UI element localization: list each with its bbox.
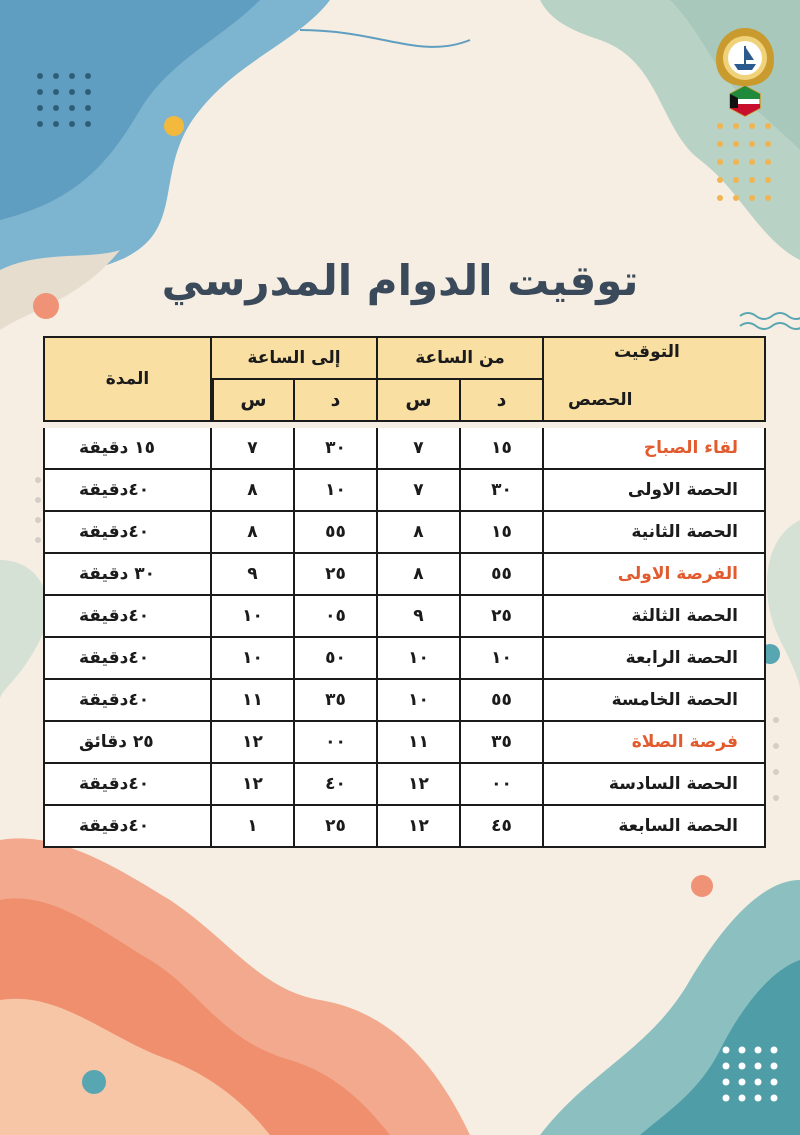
to-minute-cell: ٣٥ (295, 680, 378, 722)
from-minute-cell: ٢٥ (461, 596, 544, 638)
to-hour-cell: ١٢ (212, 764, 295, 806)
from-minute-cell: ٥٥ (461, 680, 544, 722)
from-time-header: من الساعة (378, 336, 544, 380)
from-hour-cell: ٨ (378, 512, 461, 554)
period-cell: فرصة الصلاة (544, 722, 766, 764)
corner-header-timing: التوقيت (614, 342, 680, 362)
from-minute-header: د (461, 380, 544, 422)
duration-cell: ١٥ دقيقة (43, 428, 212, 470)
to-hour-cell: ١٠ (212, 638, 295, 680)
period-cell: الفرصة الاولى (544, 554, 766, 596)
from-hour-cell: ١١ (378, 722, 461, 764)
period-cell: الحصة الثالثة (544, 596, 766, 638)
duration-cell: ٤٠دقيقة (43, 512, 212, 554)
from-minute-cell: ١٥ (461, 428, 544, 470)
to-hour-cell: ٨ (212, 512, 295, 554)
to-time-header: إلى الساعة (212, 336, 378, 380)
period-cell: لقاء الصباح (544, 428, 766, 470)
to-minute-cell: ٠٠ (295, 722, 378, 764)
to-minute-header: د (295, 380, 378, 422)
to-hour-cell: ٧ (212, 428, 295, 470)
duration-cell: ٣٠ دقيقة (43, 554, 212, 596)
period-cell: الحصة الثانية (544, 512, 766, 554)
to-hour-cell: ٨ (212, 470, 295, 512)
to-minute-cell: ٤٠ (295, 764, 378, 806)
from-minute-cell: ٤٥ (461, 806, 544, 848)
to-hour-cell: ١ (212, 806, 295, 848)
period-cell: الحصة السابعة (544, 806, 766, 848)
table-row (43, 596, 766, 638)
duration-cell: ٤٠دقيقة (43, 680, 212, 722)
from-hour-cell: ١٠ (378, 680, 461, 722)
table-row (43, 722, 766, 764)
from-minute-cell: ١٥ (461, 512, 544, 554)
from-hour-cell: ١٢ (378, 764, 461, 806)
from-minute-cell: ٠٠ (461, 764, 544, 806)
from-hour-cell: ٩ (378, 596, 461, 638)
duration-cell: ٤٠دقيقة (43, 596, 212, 638)
to-minute-cell: ٠٥ (295, 596, 378, 638)
period-cell: الحصة الاولى (544, 470, 766, 512)
to-minute-cell: ٢٥ (295, 806, 378, 848)
table-row (43, 428, 766, 470)
to-minute-cell: ١٠ (295, 470, 378, 512)
duration-cell: ٤٠دقيقة (43, 806, 212, 848)
from-hour-header: س (378, 380, 461, 422)
duration-cell: ٢٥ دقائق (43, 722, 212, 764)
table-row (43, 764, 766, 806)
to-hour-header: س (212, 380, 295, 422)
schedule-table (43, 336, 766, 848)
corner-header-periods: الحصص (568, 390, 633, 410)
duration-cell: ٤٠دقيقة (43, 764, 212, 806)
page-title: توقيت الدوام المدرسي (161, 256, 639, 305)
from-hour-cell: ٧ (378, 470, 461, 512)
from-minute-cell: ١٠ (461, 638, 544, 680)
duration-cell: ٤٠دقيقة (43, 638, 212, 680)
to-minute-cell: ٢٥ (295, 554, 378, 596)
from-minute-cell: ٣٠ (461, 470, 544, 512)
to-hour-cell: ١٢ (212, 722, 295, 764)
table-row (43, 806, 766, 848)
duration-header: المدة (43, 336, 212, 422)
to-hour-cell: ١٠ (212, 596, 295, 638)
to-minute-cell: ٥٥ (295, 512, 378, 554)
table-row (43, 638, 766, 680)
duration-cell: ٤٠دقيقة (43, 470, 212, 512)
period-cell: الحصة الرابعة (544, 638, 766, 680)
from-minute-cell: ٥٥ (461, 554, 544, 596)
table-row (43, 554, 766, 596)
table-row (43, 680, 766, 722)
from-hour-cell: ١٢ (378, 806, 461, 848)
from-hour-cell: ٨ (378, 554, 461, 596)
from-hour-cell: ٧ (378, 428, 461, 470)
to-hour-cell: ٩ (212, 554, 295, 596)
from-hour-cell: ١٠ (378, 638, 461, 680)
from-minute-cell: ٣٥ (461, 722, 544, 764)
period-cell: الحصة السادسة (544, 764, 766, 806)
kuwait-emblem-icon (712, 24, 778, 120)
table-row (43, 512, 766, 554)
to-minute-cell: ٣٠ (295, 428, 378, 470)
schedule-table-container (43, 336, 766, 848)
to-minute-cell: ٥٠ (295, 638, 378, 680)
to-hour-cell: ١١ (212, 680, 295, 722)
period-cell: الحصة الخامسة (544, 680, 766, 722)
corner-header-cell (544, 336, 766, 422)
table-row (43, 470, 766, 512)
